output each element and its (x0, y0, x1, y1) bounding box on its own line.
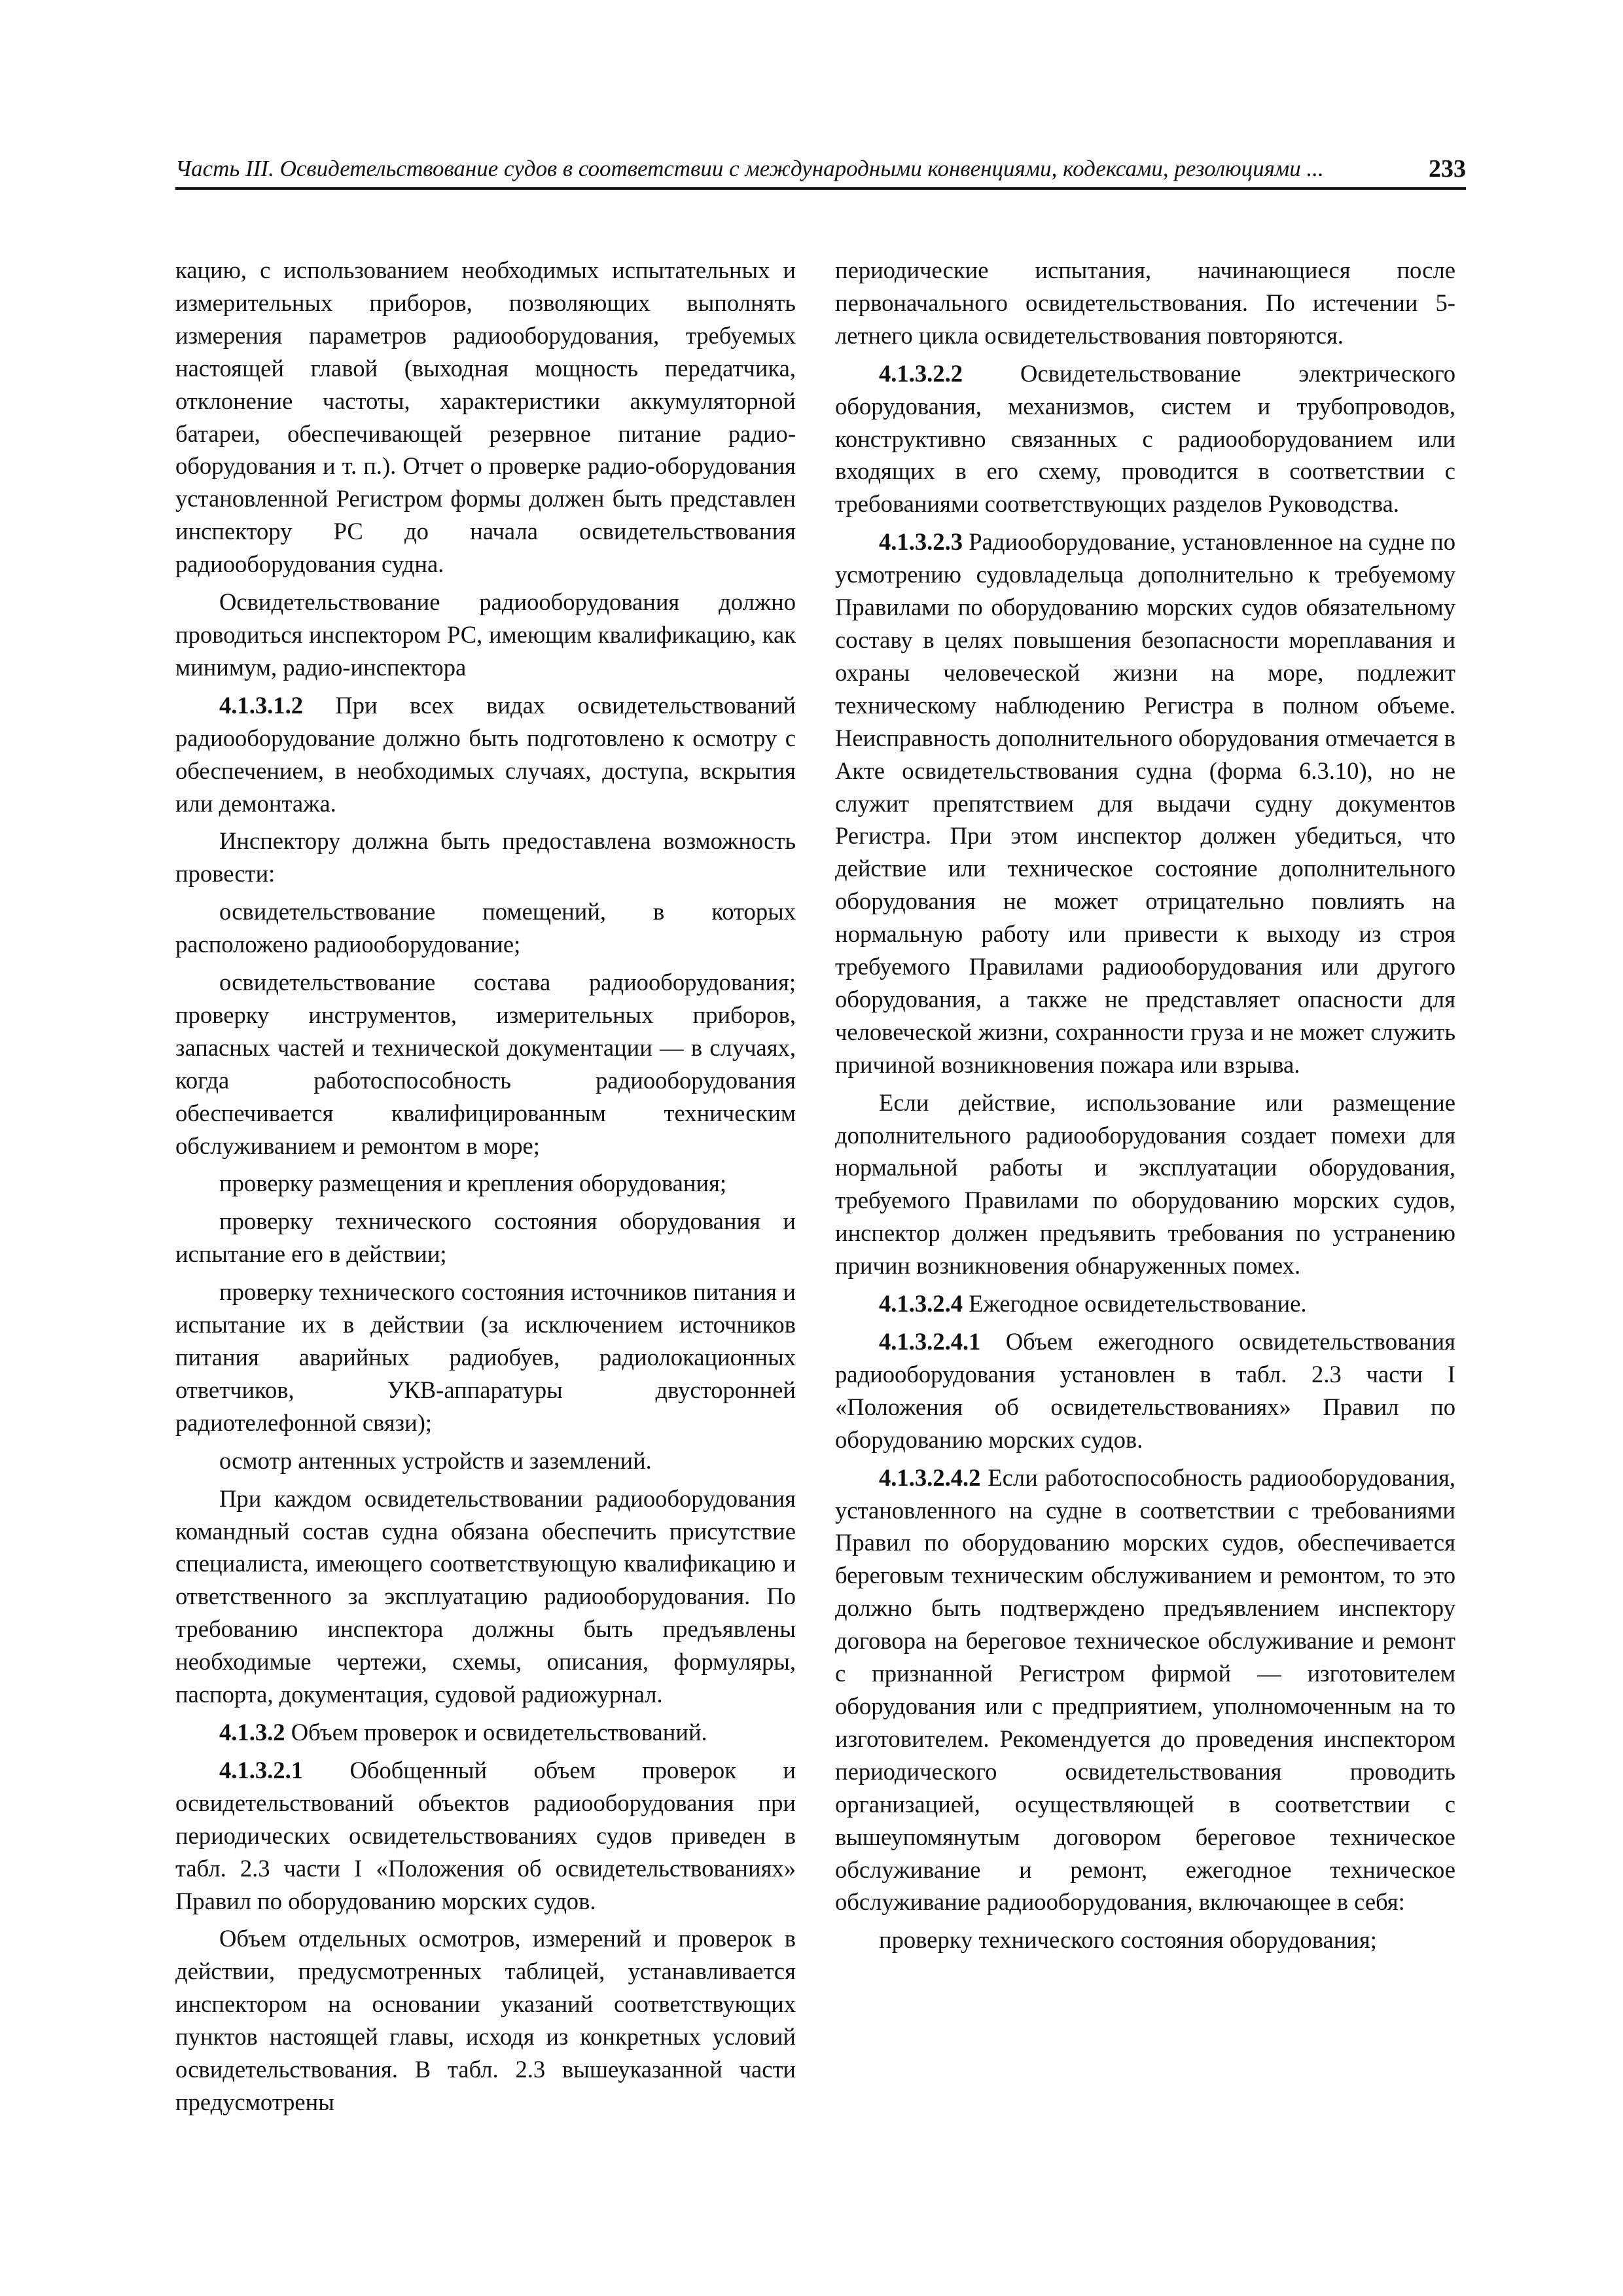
paragraph (175, 586, 796, 684)
paragraph (175, 1922, 796, 2118)
paragraph-text: Объем ежегодного освидетельствования радиооборудования установлен в табл. 2.3 части I «Положения об освидетельствованиях» Правил по оборудованию морских судов. (835, 1328, 1455, 1453)
clause-number: 4.1.3.2.1 (219, 1756, 304, 1784)
clause-number: 4.1.3.2.3 (879, 528, 963, 556)
paragraph (835, 357, 1455, 521)
clause-number: 4.1.3.2.2 (879, 359, 963, 387)
paragraph-text: проверку размещения и крепления оборудования; (219, 1170, 727, 1197)
list-item (175, 1167, 796, 1200)
paragraph (835, 526, 1455, 1081)
paragraph (175, 254, 796, 581)
paragraph (835, 1086, 1455, 1282)
paragraph-text: При каждом освидетельствовании радиооборудования командный состав судна обязана обеспечить присутствие специалиста, имеющего соответствующую квалификацию и ответственного за эксплуатацию радиооборудования. По требованию инспектора должны быть предъявлены необходимые чертежи, схемы, описания, формуляры, паспорта, документация, судовой радиожурнал. (175, 1484, 796, 1708)
paragraph-text: При всех видах освидетельствований радиооборудование должно быть подготовлено к осмотру с обеспечением, в необходимых случаях, доступа, вскрытия или демонтажа. (175, 691, 796, 817)
paragraph-text: освидетельствование помещений, в которых расположено радиооборудование; (175, 898, 796, 958)
list-item (175, 1205, 796, 1270)
clause-number: 4.1.3.2.4 (879, 1290, 963, 1318)
paragraph (175, 1754, 796, 1918)
paragraph-text: Радиооборудование, установленное на судне по усмотрению судовладельца дополнительно к требуемому Правилами по оборудованию морских судов обязательному составу в целях повышения безопасности мореплавания и охраны человеческой жизни на море, подлежит техническому наблюдению Регистра в полном объеме. Неисправность дополнительного оборудования отмечается в Акте освидетельствования судна (форма 6.3.10), но не служит препятствием для выдачи судну документов Регистра. При этом инспектор должен убедиться, что действие или техническое состояние дополнительного оборудования не может отрицательно повлиять на нормальную работу или привести к выходу из строя требуемого Правилами радиооборудования или другого оборудования, а также не представляет опасности для человеческой жизни, сохранности груза и не может служить причиной возникновения пожара или взрыва. (835, 528, 1455, 1078)
list-item (835, 1924, 1455, 1956)
paragraph-text: проверку технического состояния оборудования; (879, 1926, 1377, 1954)
paragraph (835, 254, 1455, 352)
paragraph-text: Освидетельствование радиооборудования должно проводиться инспектором РС, имеющим квалификацию, как минимум, радио-инспектора (175, 588, 796, 681)
paragraph-text: Освидетельствование электрического оборудования, механизмов, систем и трубопроводов, конструктивно связанных с радиооборудованием или входящих в его схему, проводится в соответствии с требованиями соответствующих разделов Руководства. (835, 359, 1455, 518)
clause-number: 4.1.3.1.2 (219, 691, 304, 719)
paragraph (835, 1287, 1455, 1320)
page-number: 233 (1429, 155, 1466, 183)
paragraph (835, 1325, 1455, 1456)
page-header (175, 145, 1466, 185)
paragraph (175, 689, 796, 820)
running-header-title: Часть III. Освидетельствование судов в соответствии с международными конвенциями, кодексами, резолюциями ... (175, 156, 1324, 181)
paragraph-text: Обобщенный объем проверок и освидетельствований объектов радиооборудования при периодических освидетельствованиях судов приведен в табл. 2.3 части I «Положения об освидетельствованиях» Правил по оборудованию морских судов. (175, 1756, 796, 1914)
left-text-column (175, 254, 796, 2124)
clause-number: 4.1.3.2 (219, 1718, 285, 1746)
paragraph-text: осмотр антенных устройств и заземлений. (219, 1446, 652, 1474)
list-item (175, 966, 796, 1162)
paragraph-text: Объем проверок и освидетельствований. (285, 1718, 707, 1746)
paragraph-text: проверку технического состояния источников питания и испытание их в действии (за исключением источников питания аварийных радиобуев, радиолокационных ответчиков, УКВ-аппаратуры двусторонней радиотелефонной связи); (175, 1278, 796, 1436)
paragraph-text: Объем отдельных осмотров, измерений и проверок в действии, предусмотренных таблицей, устанавливается инспектором на основании указаний соответствующих пунктов настоящей главы, исходя из конкретных условий освидетельствования. В табл. 2.3 вышеуказанной части предусмотрены (175, 1925, 796, 2115)
paragraph-text: Инспектору должна быть предоставлена возможность провести: (175, 827, 796, 888)
paragraph (175, 825, 796, 890)
paragraph-text: Если действие, использование или размещение дополнительного радиооборудования создает помехи для нормальной работы и эксплуатации оборудования, требуемого Правилами по оборудованию морских судов, инспектор должен предъявить требования по устранению причин возникновения обнаруженных помех. (835, 1088, 1455, 1280)
paragraph-text: проверку технического состояния оборудования и испытание его в действии; (175, 1208, 796, 1268)
list-item (175, 895, 796, 961)
paragraph-text: Ежегодное освидетельствование. (963, 1290, 1307, 1318)
list-item (175, 1276, 796, 1439)
clause-number: 4.1.3.2.4.2 (879, 1463, 981, 1491)
paragraph (175, 1482, 796, 1711)
right-text-column (835, 254, 1455, 1962)
clause-number: 4.1.3.2.4.1 (879, 1328, 981, 1355)
header-rule (175, 187, 1466, 190)
paragraph-text: периодические испытания, начинающиеся после первоначального освидетельствования. По истечении 5-летнего цикла освидетельствования повторяются. (835, 257, 1455, 349)
paragraph-text: Если работоспособность радиооборудования, установленного на судне в соответствии с требованиями Правил по оборудованию морских судов, обеспечивается береговым техническим обслуживанием и ремонтом, то это должно быть подтверждено предъявлением инспектору договора на береговое техническое обслуживание и ремонт с признанной Регистром фирмой — изготовителем оборудования или с предприятием, уполномоченным на то изготовителем. Рекомендуется до проведения инспектором периодического освидетельствования проводить организацией, осуществляющей в соответствии с вышеупомянутым договором береговое техническое обслуживание и ремонт, ежегодное техническое обслуживание радиооборудования, включающее в себя: (835, 1463, 1455, 1916)
paragraph-text: кацию, с использованием необходимых испытательных и измерительных приборов, позволяющих выполнять измерения параметров радиооборудования, требуемых настоящей главой (выходная мощность передатчика, отклонение частоты, характеристики аккумуляторной батареи, обеспечивающей резервное питание радио-оборудования и т. п.). Отчет о проверке радио-оборудования установленной Регистром формы должен быть представлен инспектору РС до начала освидетельствования радиооборудования судна. (175, 257, 796, 578)
paragraph-text: освидетельствование состава радиооборудования; проверку инструментов, измерительных приборов, запасных частей и технической документации — в случаях, когда работоспособность радиооборудования обеспечивается квалифицированным техническим обслуживанием и ремонтом в море; (175, 969, 796, 1159)
paragraph (175, 1716, 796, 1749)
paragraph (835, 1462, 1455, 1919)
list-item (175, 1444, 796, 1477)
